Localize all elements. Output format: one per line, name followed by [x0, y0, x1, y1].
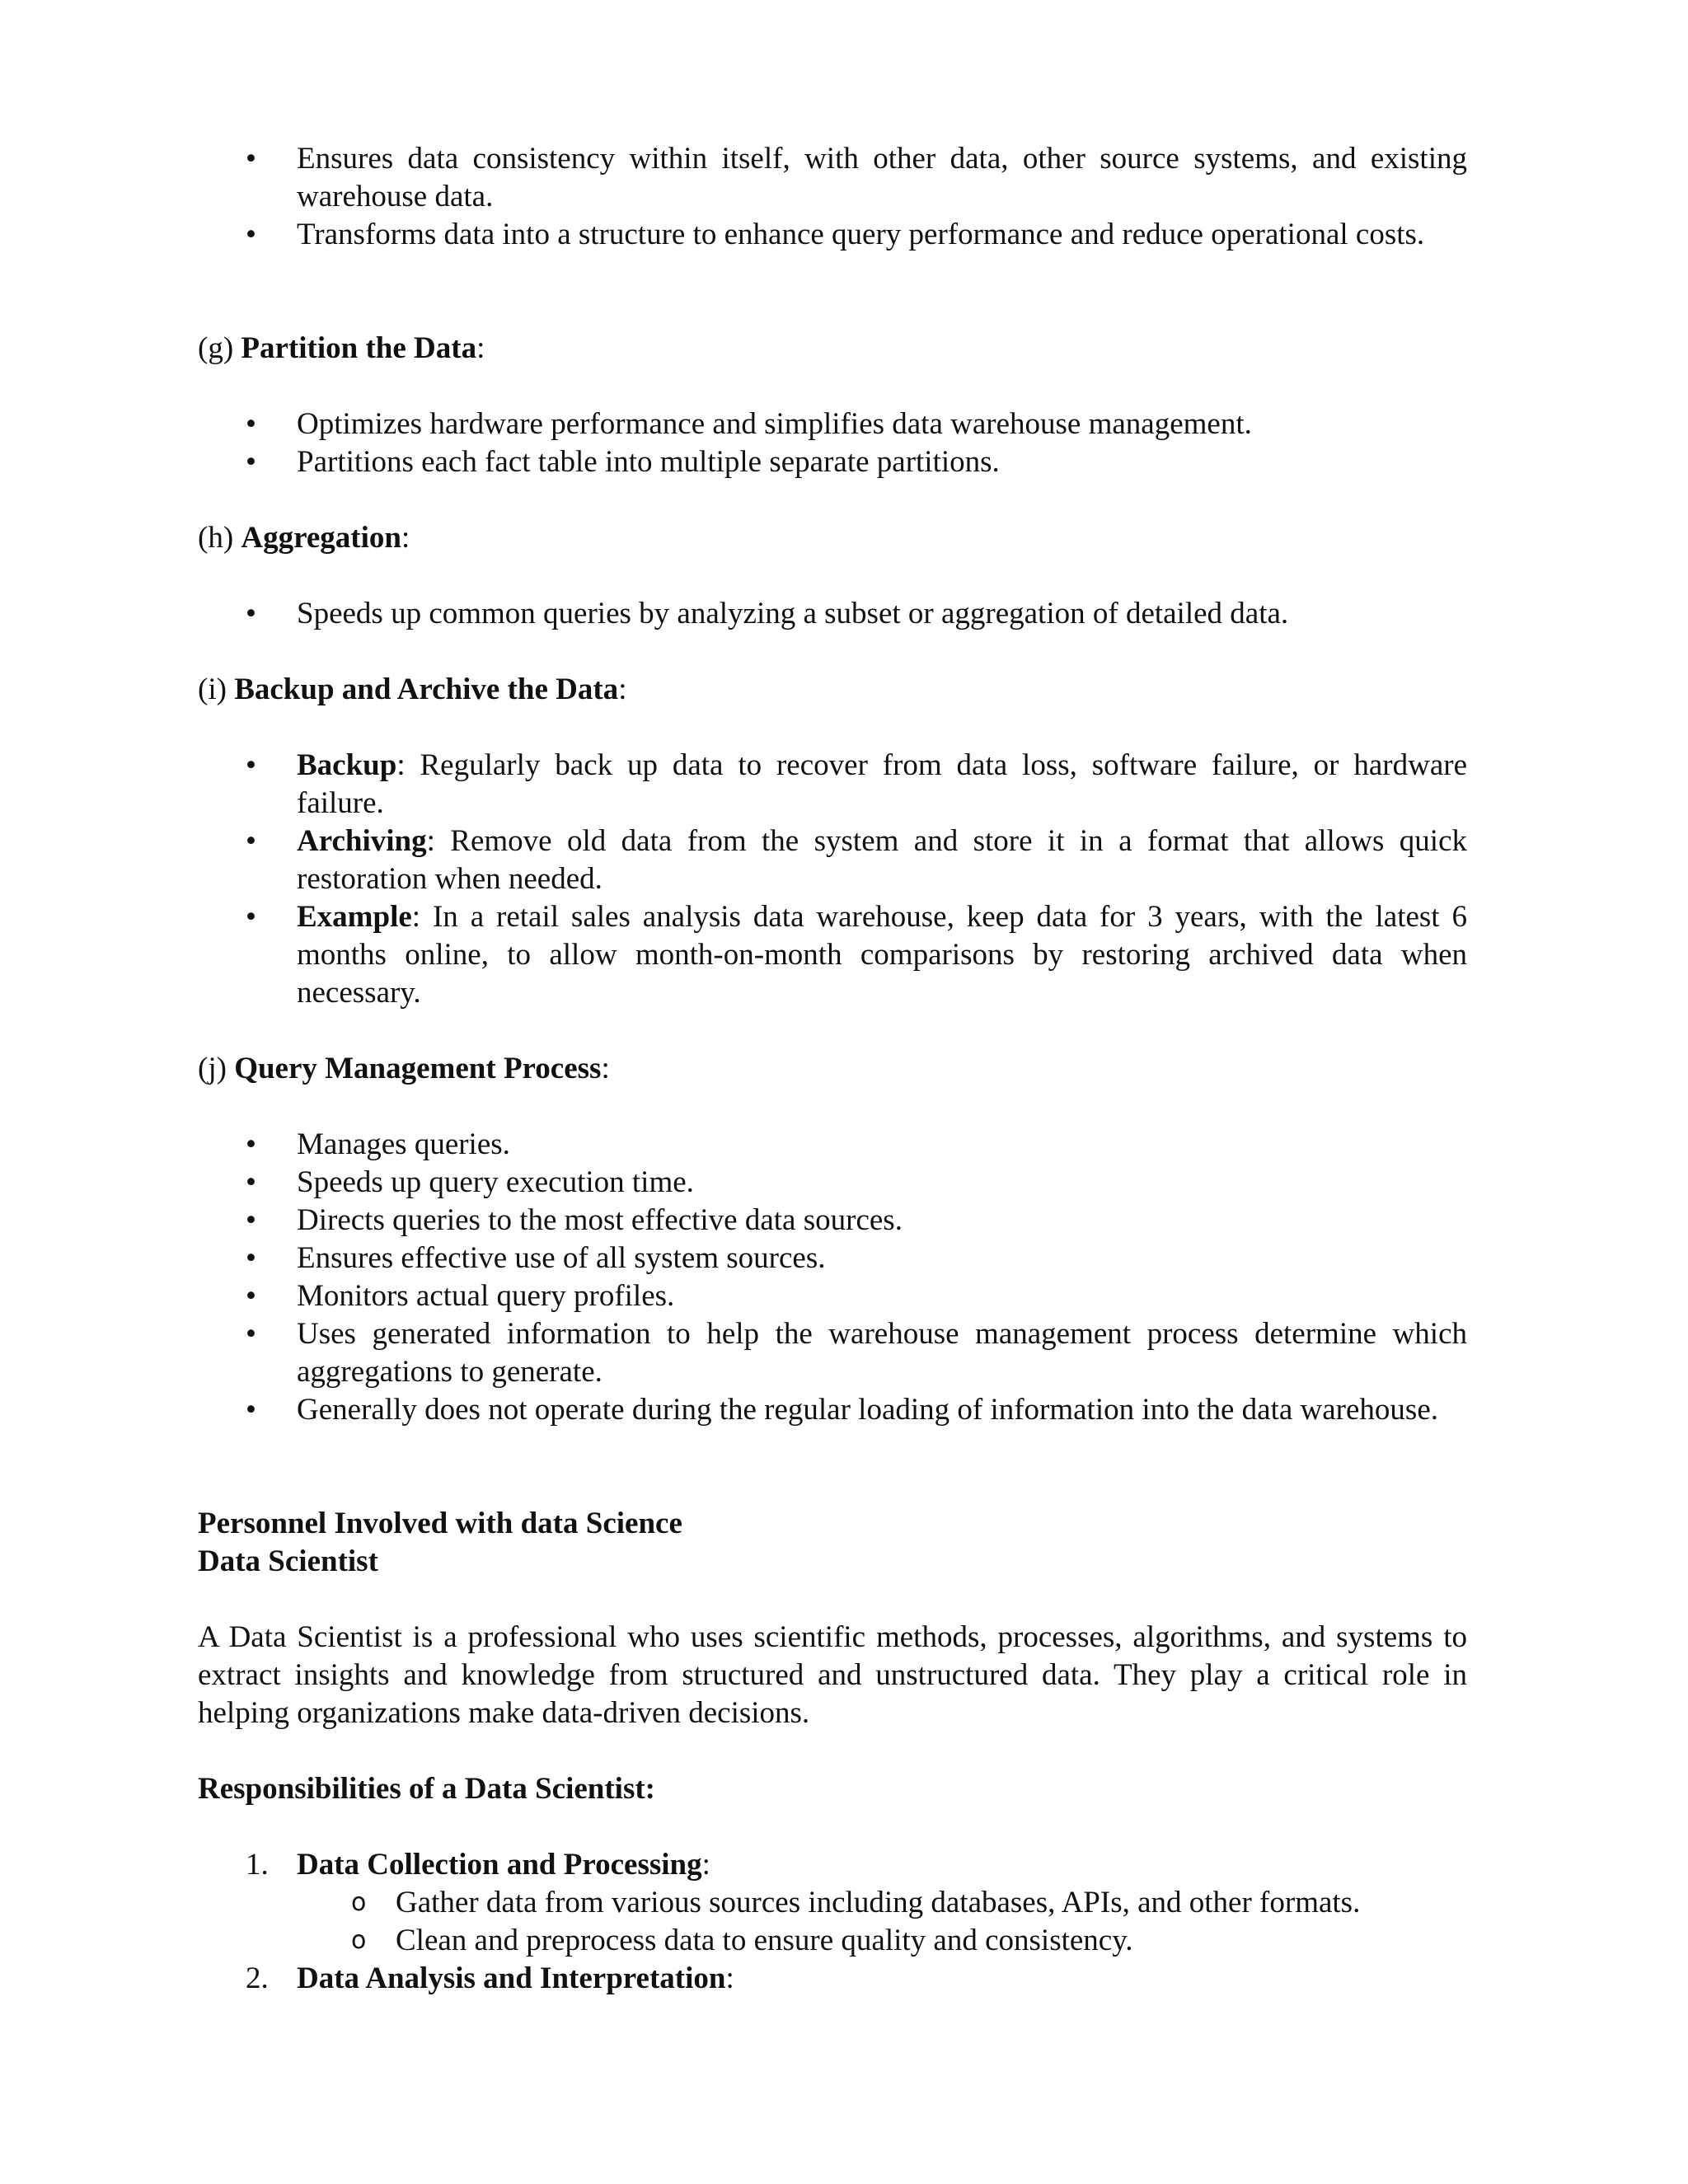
list-item: [198, 1277, 1467, 1315]
bullet-term: Archiving: [297, 824, 427, 858]
bullet-icon: •: [246, 1127, 256, 1161]
item-number: 1.: [246, 1848, 269, 1882]
bullet-icon: •: [246, 1317, 256, 1351]
circle-bullet-icon: o: [351, 1926, 367, 1955]
section-h-heading: [198, 519, 1467, 557]
bullet-text: Directs queries to the most effective data sources.: [297, 1203, 903, 1237]
bullet-text: : In a retail sales analysis data warehouse, keep data for 3 years, with the latest 6 months online, to allow month-on-month comparisons by restoring archived data when necessary.: [297, 900, 1467, 1010]
personnel-heading: Personnel Involved with data Science: [198, 1507, 682, 1540]
bullet-text: : Regularly back up data to recover from data loss, software failure, or hardware failure.: [297, 748, 1467, 820]
section-colon: :: [601, 1052, 610, 1085]
bullet-icon: •: [246, 824, 256, 858]
bullet-icon: •: [246, 445, 256, 479]
bullet-term: Backup: [297, 748, 397, 782]
data-scientist-heading: Data Scientist: [198, 1544, 378, 1578]
section-h-bullets: [198, 595, 1467, 633]
section-title: Partition the Data: [241, 331, 477, 365]
bullet-icon: •: [246, 407, 256, 441]
list-item: [198, 1240, 1467, 1277]
sub-bullet-text: Clean and preprocess data to ensure quality and consistency.: [396, 1924, 1133, 1957]
bullet-text: Ensures data consistency within itself, with other data, other source systems, and existing warehouse data.: [297, 142, 1467, 213]
bullet-icon: •: [246, 1279, 256, 1313]
bullet-term: Example: [297, 900, 412, 934]
responsibilities-heading: Responsibilities of a Data Scientist:: [198, 1772, 655, 1806]
section-j-bullets: [198, 1126, 1467, 1429]
list-item: [198, 898, 1467, 1012]
bullet-text: Partitions each fact table into multiple separate partitions.: [297, 445, 1000, 479]
section-i-heading: [198, 671, 1467, 709]
item-title: Data Collection and Processing: [297, 1848, 702, 1882]
list-item: [198, 140, 1467, 216]
section-label: (i): [198, 673, 235, 706]
bullet-icon: •: [246, 218, 256, 251]
list-item: [198, 216, 1467, 254]
bullet-icon: •: [246, 1241, 256, 1275]
section-title: Backup and Archive the Data: [234, 673, 619, 706]
item-colon: :: [701, 1848, 710, 1882]
list-item: [198, 1391, 1467, 1429]
bullet-text: Transforms data into a structure to enhance query performance and reduce operational costs.: [297, 218, 1425, 251]
item-title: Data Analysis and Interpretation: [297, 1961, 726, 1995]
section-label: (h): [198, 521, 241, 555]
bullet-icon: •: [246, 1393, 256, 1427]
section-colon: :: [401, 521, 410, 555]
list-item: [198, 1164, 1467, 1202]
list-item: [198, 443, 1467, 481]
bullet-text: Optimizes hardware performance and simplifies data warehouse management.: [297, 407, 1252, 441]
section-title: Query Management Process: [234, 1052, 602, 1085]
bullet-text: Ensures effective use of all system sources.: [297, 1241, 826, 1275]
bullet-text: Speeds up query execution time.: [297, 1165, 694, 1199]
section-j-heading: [198, 1050, 1467, 1088]
section-colon: :: [476, 331, 485, 365]
section-colon: :: [618, 673, 627, 706]
bullet-text: Generally does not operate during the regular loading of information into the data warehouse.: [297, 1393, 1438, 1427]
bullet-icon: •: [246, 748, 256, 782]
list-item: [198, 747, 1467, 823]
bullet-text: Speeds up common queries by analyzing a subset or aggregation of detailed data.: [297, 597, 1289, 630]
bullet-icon: •: [246, 1203, 256, 1237]
list-item: [198, 1202, 1467, 1240]
responsibilities-list: [198, 1846, 1467, 1998]
item-number: 2.: [246, 1961, 269, 1995]
item-colon: :: [725, 1961, 734, 1995]
list-item: [198, 1960, 1467, 1998]
sub-bullet-list: [297, 1884, 1467, 1960]
list-item: [198, 1315, 1467, 1391]
bullet-text: : Remove old data from the system and store it in a format that allows quick restoration when needed.: [297, 824, 1467, 896]
sub-bullet-text: Gather data from various sources including databases, APIs, and other formats.: [396, 1886, 1361, 1919]
bullet-icon: •: [246, 1165, 256, 1199]
circle-bullet-icon: o: [351, 1888, 367, 1917]
section-g-heading: [198, 330, 1467, 368]
section-g-bullets: [198, 405, 1467, 481]
list-item: [198, 595, 1467, 633]
list-item: [198, 1126, 1467, 1164]
data-scientist-paragraph: A Data Scientist is a professional who uses scientific methods, processes, algorithms, and systems to extract insights and knowledge from structured and unstructured data. They play a critical role in helping organizations make data-driven decisions.: [198, 1620, 1467, 1730]
sub-list-item: [297, 1922, 1467, 1960]
intro-bullet-list: [198, 140, 1467, 254]
sub-list-item: [297, 1884, 1467, 1922]
list-item: [198, 823, 1467, 898]
bullet-text: Uses generated information to help the warehouse management process determine which aggregations to generate.: [297, 1317, 1467, 1389]
section-i-bullets: [198, 747, 1467, 1012]
list-item: [198, 1846, 1467, 1960]
bullet-icon: •: [246, 597, 256, 630]
bullet-text: Manages queries.: [297, 1127, 510, 1161]
bullet-icon: •: [246, 900, 256, 934]
bullet-icon: •: [246, 142, 256, 176]
bullet-text: Monitors actual query profiles.: [297, 1279, 675, 1313]
section-label: (j): [198, 1052, 235, 1085]
section-title: Aggregation: [241, 521, 401, 555]
section-label: (g): [198, 331, 241, 365]
list-item: [198, 405, 1467, 443]
